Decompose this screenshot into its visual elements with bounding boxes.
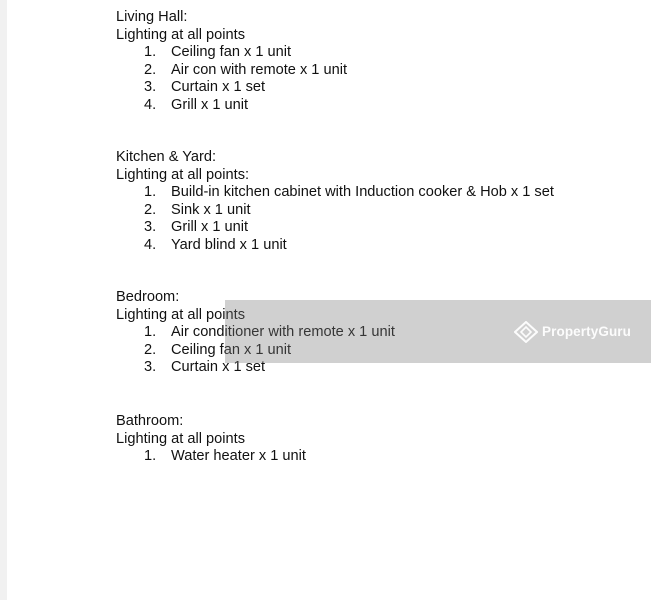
list-number: 1. [144, 324, 157, 341]
list-number: 3. [144, 359, 157, 376]
list-item [116, 97, 636, 115]
list-text: Air conditioner with remote x 1 unit [171, 324, 395, 341]
list-text: Sink x 1 unit [171, 201, 251, 218]
list-text: Curtain x 1 set [171, 79, 266, 96]
list-number: 3. [144, 79, 157, 96]
list-text: Yard blind x 1 unit [171, 236, 287, 253]
list-text: Curtain x 1 set [171, 359, 266, 376]
list-number: 2. [144, 61, 157, 78]
section-subtitle: Lighting at all points [116, 26, 245, 43]
list-number: 1. [144, 44, 157, 61]
section-bathroom [116, 413, 636, 466]
list-number: 3. [144, 219, 157, 236]
item-list [116, 44, 636, 114]
section-subtitle: Lighting at all points: [116, 166, 250, 183]
watermark-logo [514, 321, 631, 343]
section-title: Living Hall: [116, 9, 188, 25]
propertyguru-logo-icon [514, 321, 538, 343]
watermark-banner [225, 300, 651, 363]
list-number: 1. [144, 448, 157, 465]
section-title: Kitchen & Yard: [116, 149, 217, 165]
list-number: 1. [144, 184, 157, 201]
section-subtitle: Lighting at all points [116, 430, 245, 447]
list-item [116, 44, 636, 62]
list-text: Grill x 1 unit [171, 219, 249, 236]
section-title: Bedroom: [116, 289, 180, 305]
list-number: 2. [144, 341, 157, 358]
list-item [116, 184, 636, 202]
section-kitchen-yard [116, 149, 636, 255]
watermark-brand: PropertyGuru [542, 324, 631, 339]
item-list [116, 448, 636, 466]
list-text: Build-in kitchen cabinet with Induction cooker & Hob x 1 set [171, 184, 554, 201]
list-number: 4. [144, 236, 157, 253]
list-item [116, 202, 636, 220]
list-item [116, 62, 636, 80]
list-text: Ceiling fan x 1 unit [171, 341, 292, 358]
section-subtitle: Lighting at all points [116, 306, 245, 323]
list-item [116, 219, 636, 237]
list-text: Ceiling fan x 1 unit [171, 44, 292, 61]
list-item [116, 237, 636, 255]
list-number: 4. [144, 96, 157, 113]
section-living-hall [116, 9, 636, 115]
list-number: 2. [144, 201, 157, 218]
list-text: Grill x 1 unit [171, 96, 249, 113]
item-list [116, 184, 636, 254]
list-text: Water heater x 1 unit [171, 448, 306, 465]
list-text: Air con with remote x 1 unit [171, 61, 348, 78]
list-item [116, 79, 636, 97]
list-item [116, 448, 636, 466]
section-title: Bathroom: [116, 413, 184, 429]
